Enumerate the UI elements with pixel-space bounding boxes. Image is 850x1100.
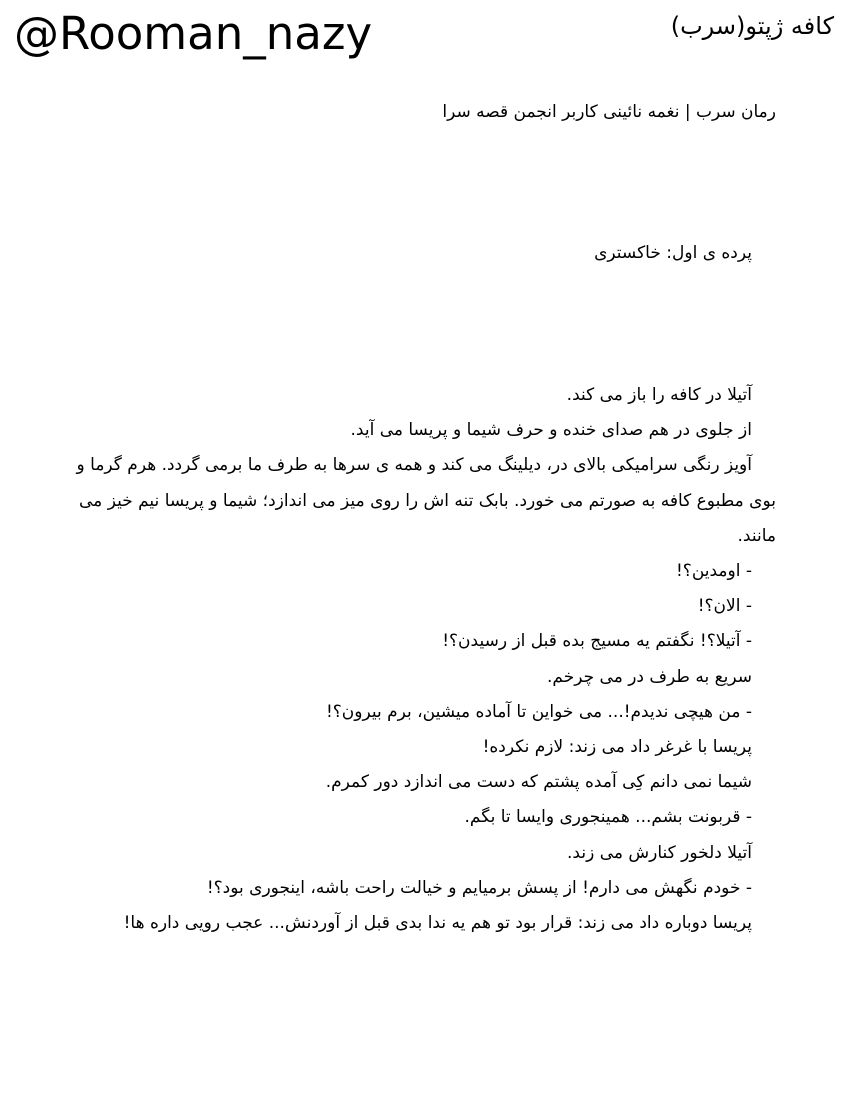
story-paragraph: شیما نمی دانم کِی آمده پشتم که دست می اندازد دور کمرم. <box>325 772 752 793</box>
document-title: کافه ژپتو(سرب) <box>670 12 834 40</box>
watermark-handle: @Rooman_nazy <box>14 7 373 60</box>
dialogue-line: - من هیچی ندیدم!... می خواین تا آماده میشین، برم بیرون؟! <box>325 701 752 722</box>
chapter-heading: پرده ی اول: خاکستری <box>594 243 752 263</box>
story-paragraph: سریع به طرف در می چرخم. <box>547 666 752 687</box>
dialogue-line: - قربونت بشم... همینجوری وایسا تا بگم. <box>464 807 752 828</box>
story-body <box>74 378 776 941</box>
dialogue-line: - خودم نگهش می دارم! از پسش برمیایم و خیالت راحت باشه، اینجوری بود؟! <box>206 877 752 898</box>
story-paragraph: آویز رنگی سرامیکی بالای در، دیلینگ می کند و همه ی سرها به طرف ما برمی گردد. هرم گرما و بوی مطبوع کافه به صورتم می خورد. بابک تنه اش را روی میز می اندازد؛ شیما و پریسا نیم خیز می مانند. <box>76 455 776 546</box>
story-paragraph: آتیلا دلخور کنارش می زند. <box>567 842 752 863</box>
dialogue-line: - الان؟! <box>697 596 752 617</box>
story-paragraph: آتیلا در کافه را باز می کند. <box>566 385 752 405</box>
story-paragraph: پریسا دوباره داد می زند: قرار بود تو هم یه ندا بدی قبل از آوردنش... عجب رویی داره ها! <box>123 913 752 934</box>
author-byline: رمان سرب | نغمه نائینی کاربر انجمن قصه سرا <box>442 102 776 122</box>
story-paragraph: پریسا با غرغر داد می زند: لازم نکرده! <box>482 737 752 758</box>
dialogue-line: - آتیلا؟! نگفتم یه مسیج بده قبل از رسیدن؟! <box>442 631 752 652</box>
story-paragraph: از جلوی در هم صدای خنده و حرف شیما و پریسا می آید. <box>350 420 752 441</box>
dialogue-line: - اومدین؟! <box>675 561 752 582</box>
